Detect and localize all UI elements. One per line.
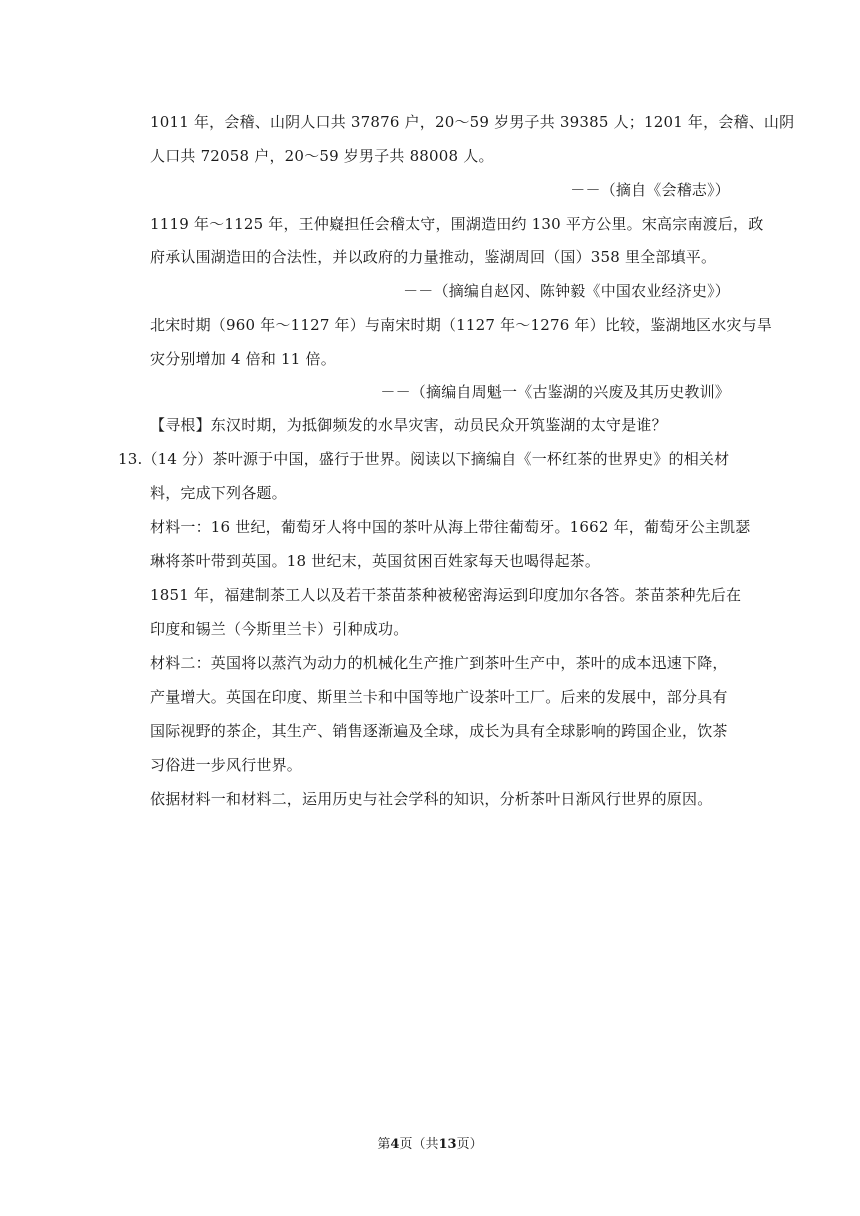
material-line: 1011 年，会稽、山阴人口共 37876 户，20～59 岁男子共 39385 人；1201 年，会稽、山阴 [150,113,795,131]
material-two-line: 国际视野的茶企，其生产、销售逐渐遍及全球，成长为具有全球影响的跨国企业，饮茶 [150,722,728,740]
material-line: 府承认围湖造田的合法性，并以政府的力量推动，鉴湖周回（国）358 里全部填平。 [150,248,717,266]
source-citation: －－（摘编自赵冈、陈钟毅《中国农业经济史》） [403,282,730,300]
source-citation: －－（摘自《会稽志》） [570,181,730,199]
material-line: 人口共 72058 户，20～59 岁男子共 88008 人。 [150,147,494,165]
material-one-line: 材料一：16 世纪，葡萄牙人将中国的茶叶从海上带往葡萄牙。1662 年，葡萄牙公主凯瑟 [150,518,751,536]
page-footer [0,1136,860,1154]
material-line: 1119 年～1125 年，王仲嶷担任会稽太守，围湖造田约 130 平方公里。宋高宗南渡后，政 [150,215,764,233]
material-two-line: 习俗进一步风行世界。 [150,756,303,774]
material-two-line: 材料二：英国将以蒸汽为动力的机械化生产推广到茶叶生产中，茶叶的成本迅速下降， [150,654,728,672]
page-number: 4 [390,1137,400,1152]
material-one-line: 琳将茶叶带到英国。18 世纪末，英国贫困百姓家每天也喝得起茶。 [150,552,601,570]
source-citation: －－（摘编自周魁一《古鉴湖的兴废及其历史教训》 [380,383,730,401]
material-two-line: 产量增大。英国在印度、斯里兰卡和中国等地广设茶叶工厂。后来的发展中，部分具有 [150,688,728,706]
question-13-stem: 13.（14 分）茶叶源于中国，盛行于世界。阅读以下摘编自《一杯红茶的世界史》的相关材 [118,450,730,468]
footer-prefix: 第 [377,1137,391,1152]
material-line: 灾分别增加 4 倍和 11 倍。 [150,350,336,368]
question-prompt: 【寻根】东汉时期，为抵御频发的水旱灾害，动员民众开筑鉴湖的太守是谁？ [150,416,667,434]
material-line: 北宋时期（960 年～1127 年）与南宋时期（1127 年～1276 年）比较，鉴湖地区水灾与旱 [150,316,773,334]
material-one-line: 印度和锡兰（今斯里兰卡）引种成功。 [150,620,409,638]
material-one-line: 1851 年，福建制茶工人以及若干茶苗茶种被秘密海运到印度加尔各答。茶苗茶种先后在 [150,586,742,604]
question-13-stem: 料，完成下列各题。 [150,484,287,502]
page-total: 13 [438,1137,457,1152]
question-13-task: 依据材料一和材料二，运用历史与社会学科的知识，分析茶叶日渐风行世界的原因。 [150,790,713,808]
footer-suffix: 页） [456,1137,483,1152]
footer-mid: 页（共 [399,1137,439,1152]
